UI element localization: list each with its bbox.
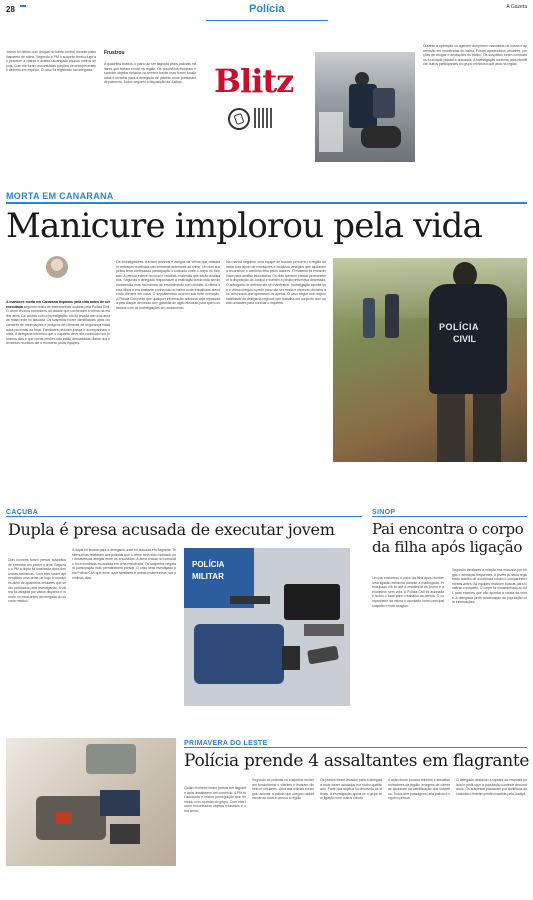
story2-headline: Dupla é presa acusada de executar jovem: [8, 520, 335, 539]
story3-column-1: Um pai encontrou o corpo da filha após receber uma ligação estranha durante a madrugada. Preocupado ele foi até a residência da jovem e a encontrou sem vida. A Polícia Civil foi acionada e isolou o local para o trabalho da perícia. O companheiro da vítima é apontado como principal suspeito e está foragido.: [372, 576, 444, 608]
story3-rule: [372, 516, 527, 517]
blitz-photo: [315, 52, 415, 162]
story4-column-3: Os presos foram levados para a delegacia onde foram autuados por roubo qualificado. Parte dos objetos foi devolvida às vítimas. A investigação apura se o grupo tem ligação com outros crimes.: [320, 778, 382, 801]
section-title: Polícia: [249, 3, 285, 15]
story2-photo: [184, 548, 350, 706]
blitz-logo: Blitz: [214, 62, 294, 100]
lead-kicker: MORTA EM CANARANA: [6, 191, 114, 201]
vest-text-line2: CIVIL: [453, 334, 477, 344]
lead-photo: [333, 258, 527, 462]
blitz-col2-heading: Frustrou: [104, 50, 125, 56]
story2-rule: [6, 516, 362, 517]
page-header: [6, 4, 527, 20]
lead-headline: Manicure implorou pela vida: [6, 206, 482, 246]
lead-column-3: Na manhã seguinte uma equipe de buscas percorreu a região de mata com apoio de moradores e localizou vestígios que ajudaram a reconstruir o caminho feito pelos autores. O material foi encaminhado para análise laboratorial. Os dois homens presos permanecem à disposição da Justiça e tiveram a prisão preventiva decretada. O advogado de defesa não se manifestou. Investigação aponta que a vítima chegou a pedir para não ser morta e ofereceu dinheiro aos criminosos que ignoraram os apelos. O caso segue sob responsabilidade da delegacia regional que trabalha em conjunto com outras unidades para concluir o inquérito.: [226, 260, 326, 306]
sign-text-line1: POLÍCIA: [192, 560, 225, 569]
story3-column-2: Segundo familiares a relação era marcada por brigas e ameaças frequentes. A jovem já havia registrado boletim de ocorrência contra o companheiro meses antes. As equipes realizam buscas para localizar o suspeito. O corpo foi encaminhado ao IML para exames que vão apontar a causa da morte. A delegacia pede colaboração da população com informações.: [452, 568, 527, 605]
story4-column-4: A ação durou poucos minutos e assustou moradores da região. Imagens de câmeras ajudaram na identificação dos suspeitos. Todos têm passagens pela polícia e seguem presos.: [388, 778, 450, 801]
story2-kicker: CAÇUBA: [6, 509, 39, 516]
story4-photo: [6, 738, 176, 866]
story2-column-1: Dois homens foram presos suspeitos de executar um jovem a tiros. Segundo a PM a dupla foi localizada após denúncias anônimas. Com eles foram apreendidos uma arma de fogo e munições além de aparelhos celulares que serão periciados pela investigação. A vítima foi atingida por vários disparos e morreu no local antes da chegada do socorro médico.: [8, 558, 66, 604]
blitz-col-3-text: Durante a operação os agentes cumpriram mandados de busca e apreensão em residências do bairro. Foram apreendidos celulares, porções de drogas e anotações do tráfico. Os suspeitos foram conduzidos à unidade policial e autuados. A investigação continua para identificar outros participantes do grupo criminoso que atua na região.: [423, 44, 527, 67]
story4-headline: Polícia prende 4 assaltantes em flagrante: [184, 751, 530, 771]
page-tag: [20, 5, 26, 7]
lead-column-1: A manicure morta em Canarana implorou pela vida antes de ser executada segundo relato de testemunhas ouvidas pela Polícia Civil. O crime chocou moradores da cidade que conheciam a vítima há muitos anos. De acordo com a investigação, ela foi levada até uma área de mata onde foi atacada. Os suspeitos foram identificados após cruzamento de informações e imagens de câmeras de segurança instaladas próximas ao local. Familiares pediram justiça e acompanham o caso. A delegacia informou que o inquérito deve ser concluído nos próximos dias e que novas prisões não estão descartadas diante dos elementos reunidos até o momento pelas equipes.: [6, 300, 110, 346]
paper-name: A Gazeta: [506, 4, 527, 10]
story4-rule: [184, 747, 527, 748]
blitz-logo-box: [198, 52, 310, 150]
page-number: 28: [6, 5, 15, 14]
story4-column-5: O delegado destacou a rapidez da resposta policial e pediu que a população continue denunciando. Os suspeitos passaram por audiência de custódia e tiveram prisão mantida pela Justiça.: [456, 778, 527, 796]
blitz-col-1: [6, 44, 96, 150]
blitz-col-2: [104, 50, 196, 158]
sign-text-line2: MILITAR: [192, 572, 224, 581]
whatsapp-icon: [228, 108, 250, 130]
story3-kicker: SINOP: [372, 509, 396, 516]
story2-column-2: A dupla foi levada para a delegacia onde foi autuada em flagrante. Testemunhas relataram aos policiais que o crime teria sido motivado por desavenças antigas entre os envolvidos. A arma usada no homicídio foi encontrada escondida em uma residência. Os suspeitos negaram participação mas permanecem presos. O caso será investigado pela Polícia Civil que deve ouvir familiares e outras testemunhas nos próximos dias.: [72, 548, 176, 580]
vest-text-line1: POLÍCIA: [439, 322, 480, 332]
qr-code-icon: [254, 108, 274, 128]
story4-kicker: PRIMAVERA DO LESTE: [184, 740, 268, 747]
header-rule: [206, 20, 328, 21]
lead-column-2: Os investigadores ouviram vizinhos e amigos da vítima que relataram ameaças recebidas nas semanas anteriores ao crime. Um dos suspeitos teria confessado participação e indicado onde o corpo foi deixado. A perícia esteve no local e recolheu materiais que serão analisados. Segundo o delegado responsável a motivação ainda está sendo esclarecida mas há indícios de envolvimento com dívidas. A vítima deixa filhos e era bastante conhecida no bairro onde trabalhava atendendo clientes em casa. O sepultamento ocorreu sob forte comoção. A Polícia Civil pede que qualquer informação adicional seja repassada pelo disque denúncia com garantia de sigilo absoluto para quem colaborar com as investigações em andamento.: [116, 260, 220, 310]
story4-column-1: Quatro homens foram presos em flagrante após assaltarem um comércio. A PM foi acionada e iniciou perseguição que terminou com a prisão do grupo. Com eles foram encontrados objetos roubados e uma arma.: [184, 786, 246, 813]
lead-rule: [6, 202, 527, 204]
blitz-col1-text: Jovem foi detido com drogas no bairro central durante patrulhamento de rotina. Segundo a PM o suspeito tentou fugir ao perceber a viatura e acabou alcançado poucos metros depois. Com ele foram encontradas porções de entorpecentes e dinheiro em espécie. O caso foi registrado na delegacia.: [6, 50, 96, 73]
story3-headline: Pai encontra o corpo da filha após ligação: [372, 520, 524, 556]
blitz-col2-text: A quadrilha frustrou o plano ao ser flagrada pelos policiais militares que faziam ronda na região. Os envolvidos tentaram esconder objetos furtados no terreno baldio mas foram localizados e levados para a delegacia de plantão onde prestaram depoimento. Todos seguem à disposição da Justiça.: [104, 62, 196, 85]
story4-column-2: Segundo os policiais os suspeitos renderam funcionários e clientes e levaram dinheiro e celulares. Uma das vítimas conseguiu acionar a polícia que chegou rapidamente ao local e cercou a região.: [252, 778, 314, 801]
author-avatar: [46, 256, 68, 278]
